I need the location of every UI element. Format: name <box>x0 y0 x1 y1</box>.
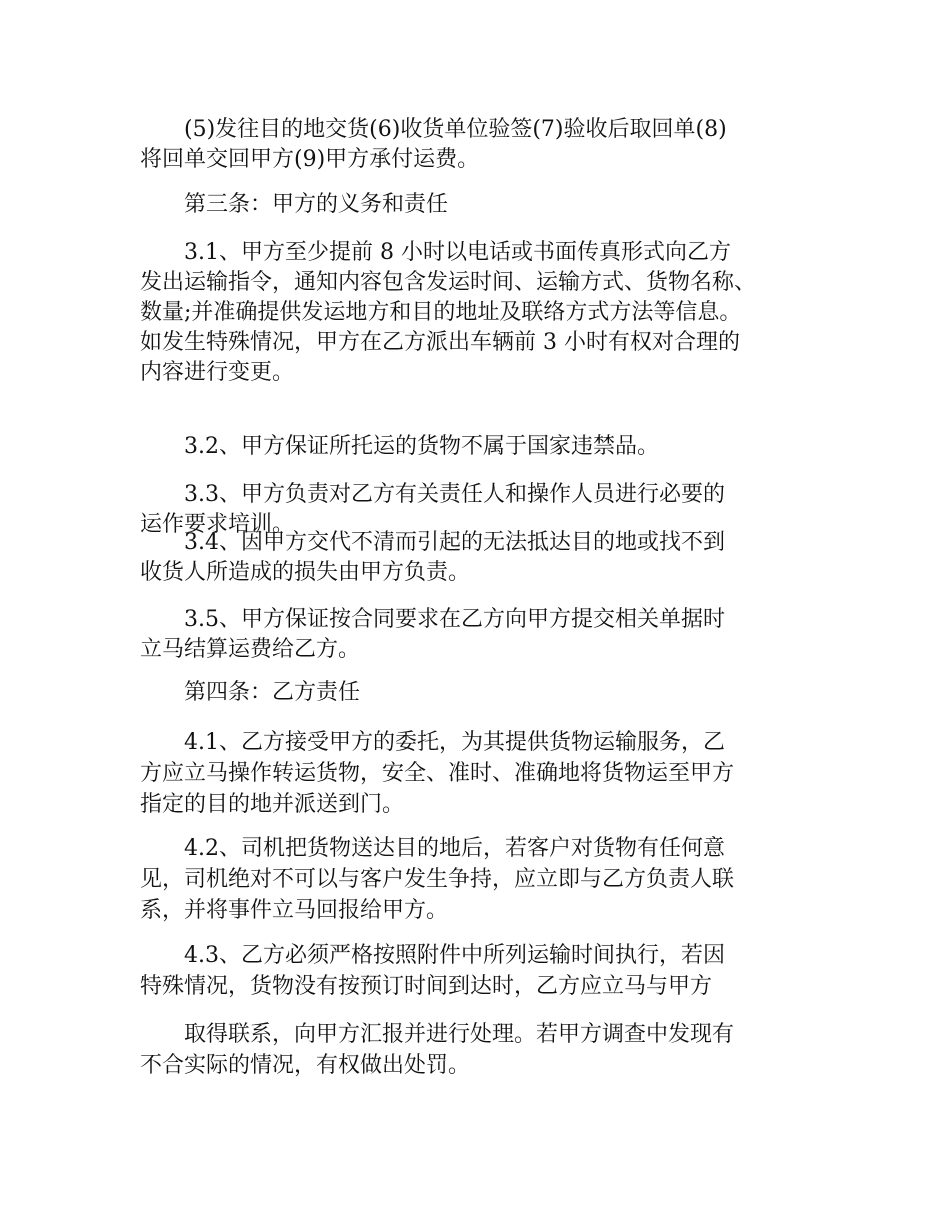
text-line: 立马结算运费给乙方。 <box>140 637 361 662</box>
section-heading-article-4 <box>140 678 840 708</box>
clause-3-1 <box>140 238 840 388</box>
text-line: 3.2、甲方保证所托运的货物不属于国家违禁品。 <box>184 434 659 459</box>
clause-3-4 <box>140 528 840 588</box>
text-line: 如发生特殊情况，甲方在乙方派出车辆前 3 小时有权对合理的 <box>140 330 740 355</box>
text-line: 收货人所造成的损失由甲方负责。 <box>140 560 471 585</box>
text-line: 3.1、甲方至少提前 8 小时以电话或书面传真形式向乙方 <box>184 240 731 265</box>
paragraph-process-steps <box>140 115 840 175</box>
heading-text: 第三条：甲方的义务和责任 <box>184 192 449 217</box>
clause-4-1 <box>140 727 840 820</box>
text-line: 3.4、因甲方交代不清而引起的无法抵达目的地或找不到 <box>184 530 725 555</box>
text-line: 内容进行变更。 <box>140 360 295 385</box>
text-line: 见，司机绝对不可以与客户发生争持，应立即与乙方负责人联 <box>140 867 735 892</box>
text-line: 不合实际的情况，有权做出处罚。 <box>140 1053 471 1078</box>
clause-4-3 <box>140 940 840 1002</box>
clause-3-2 <box>140 432 840 462</box>
text-line: 系，并将事件立马回报给甲方。 <box>140 898 449 923</box>
clause-4-3-continued <box>140 1019 840 1081</box>
clause-3-5 <box>140 605 840 665</box>
text-line: 指定的目的地并派送到门。 <box>140 792 405 817</box>
text-line: 4.1、乙方接受甲方的委托，为其提供货物运输服务，乙 <box>184 730 725 755</box>
text-line: 4.3、乙方必须严格按照附件中所列运输时间执行，若因 <box>184 943 725 968</box>
text-line: 将回单交回甲方(9)甲方承付运费。 <box>140 147 480 172</box>
text-line: 3.3、甲方负责对乙方有关责任人和操作人员进行必要的 <box>184 482 725 507</box>
section-heading-article-3 <box>140 190 840 220</box>
text-line: (5)发往目的地交货(6)收货单位验签(7)验收后取回单(8) <box>184 117 727 142</box>
text-line: 方应立马操作转运货物，安全、准时、准确地将货物运至甲方 <box>140 761 735 786</box>
text-line: 发出运输指令，通知内容包含发运时间、运输方式、货物名称、 <box>140 270 757 295</box>
text-line: 4.2、司机把货物送达目的地后，若客户对货物有任何意 <box>184 836 725 861</box>
clause-4-2 <box>140 833 840 926</box>
text-line: 3.5、甲方保证按合同要求在乙方向甲方提交相关单据时 <box>184 607 725 632</box>
text-line: 数量;并准确提供发运地方和目的地址及联络方式方法等信息。 <box>140 300 742 325</box>
text-line: 取得联系，向甲方汇报并进行处理。若甲方调查中发现有 <box>184 1022 735 1047</box>
heading-text: 第四条：乙方责任 <box>184 680 361 705</box>
text-line: 运作要求培训。 <box>140 512 295 537</box>
text-line: 特殊情况，货物没有按预订时间到达时，乙方应立马与甲方 <box>140 974 713 999</box>
